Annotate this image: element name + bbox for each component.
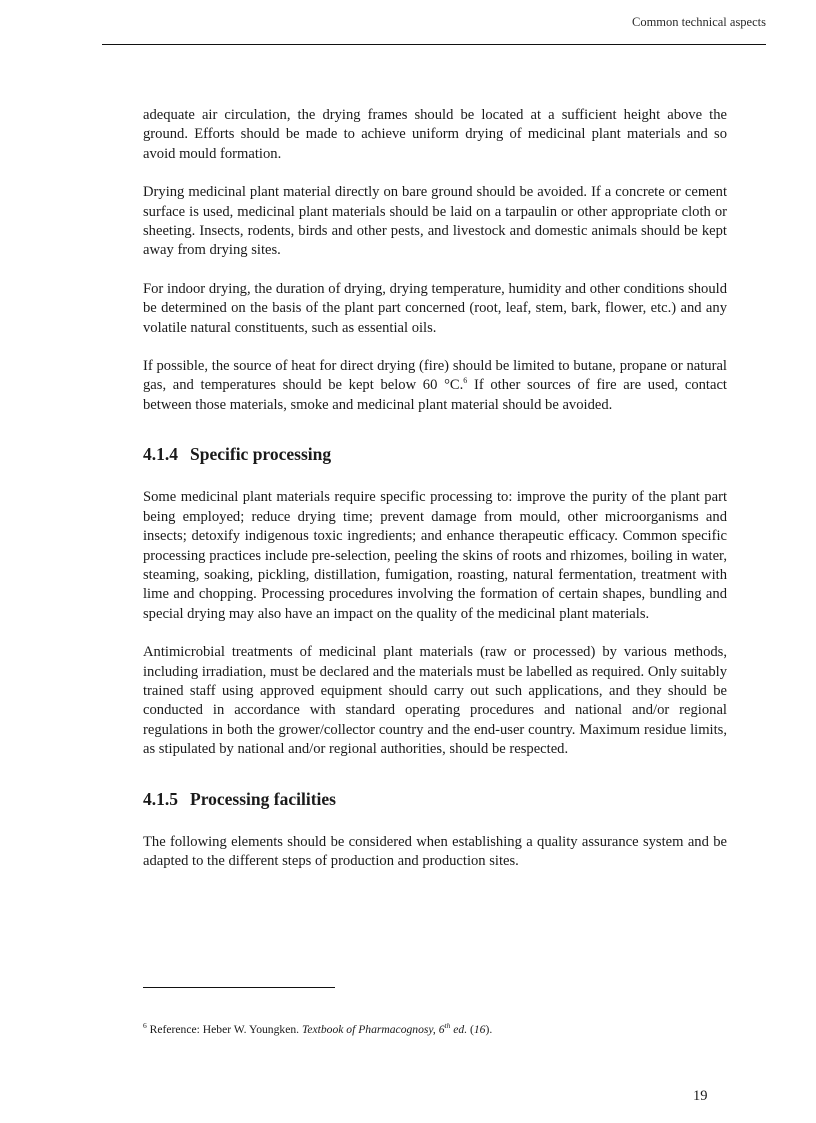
footnote-open: ( <box>467 1023 474 1036</box>
footnote-book-title: Textbook of Pharmacognosy, 6 <box>301 1023 445 1036</box>
body-paragraph: Antimicrobial treatments of medicinal plant materials (raw or processed) by various methods, including irradiation, must be declared and the materials must be labelled as required. Only suitably trained staff using approved equipment should carry out such applications, and they should be conducted in accordance with standard operating procedures and national and/or regional regulations in both the grower/collector country and the end-user country. Maximum residue limits, as stipulated by national and/or regional authorities, should be respected. <box>143 644 727 758</box>
page-number: 19 <box>693 1088 708 1104</box>
body-paragraph: The following elements should be considered when establishing a quality assurance system and be adapted to the different steps of production and production sites. <box>143 833 727 869</box>
running-header: Common technical aspects <box>632 15 766 29</box>
heat-text-start: If possible, the source of heat for direct drying (fire) should be limited to butane, propane or natural gas, and temperatures should be kept below 60 °C. <box>143 358 727 394</box>
body-paragraph: adequate air circulation, the drying frames should be located at a sufficient height above the ground. Efforts should be made to achieve uniform drying of medicinal plant materials and so avoid mould formation. <box>143 107 727 162</box>
footnote <box>143 1023 492 1037</box>
body-paragraph: For indoor drying, the duration of drying, drying temperature, humidity and other conditions should be determined on the basis of the plant part concerned (root, leaf, stem, bark, flower, etc.) and any volatile natural constituents, such as essential oils. <box>143 280 727 336</box>
footnote-prefix: Reference: Heber W. Youngken. <box>146 1023 302 1036</box>
body-paragraph: Some medicinal plant materials require specific processing to: improve the purity of the plant part being employed; reduce drying time; prevent damage from mould, other microorganisms and insects; detoxify indigenous toxic ingredients; and enhance therapeutic efficacy. Common specific processing practices include pre-selection, peeling the skins of roots and rhizomes, boiling in water, steaming, soaking, pickling, distillation, fumigation, roasting, natural fermentation, treatment with lime and chopping. Processing procedures involving the formation of certain shapes, bundling and special drying may also have an impact on the quality of the medicinal plant materials. <box>143 489 727 622</box>
footnote-ref-number: 16 <box>473 1023 486 1036</box>
heat-text-end: If other sources of fire are used, contact between those materials, smoke and medicinal plant material should be avoided. <box>143 377 727 413</box>
section-heading-4-1-4 <box>143 443 727 465</box>
section-title: Processing facilities <box>190 788 336 809</box>
section-title: Specific processing <box>190 444 332 465</box>
footnote-reference[interactable]: 6 <box>463 376 468 386</box>
section-number: 4.1.4 <box>143 444 178 465</box>
section-heading-4-1-5 <box>143 788 727 810</box>
header-rule <box>102 44 766 45</box>
footnote-close: ). <box>485 1023 493 1036</box>
footnote-edition-sup: th <box>444 1021 451 1031</box>
footnote-rule <box>143 987 335 988</box>
body-paragraph: Drying medicinal plant material directly on bare ground should be avoided. If a concrete or cement surface is used, medicinal plant materials should be laid on a tarpaulin or other appropriate cloth or sheeting. Insects, rodents, birds and other pests, and livestock and domestic animals should be kept away from drying sites. <box>143 184 727 259</box>
heat-source-paragraph <box>143 357 727 415</box>
footnote-mark: 6 <box>143 1021 147 1031</box>
page-content <box>143 106 727 871</box>
footnote-edition: ed. <box>450 1023 468 1036</box>
section-number: 4.1.5 <box>143 788 178 809</box>
